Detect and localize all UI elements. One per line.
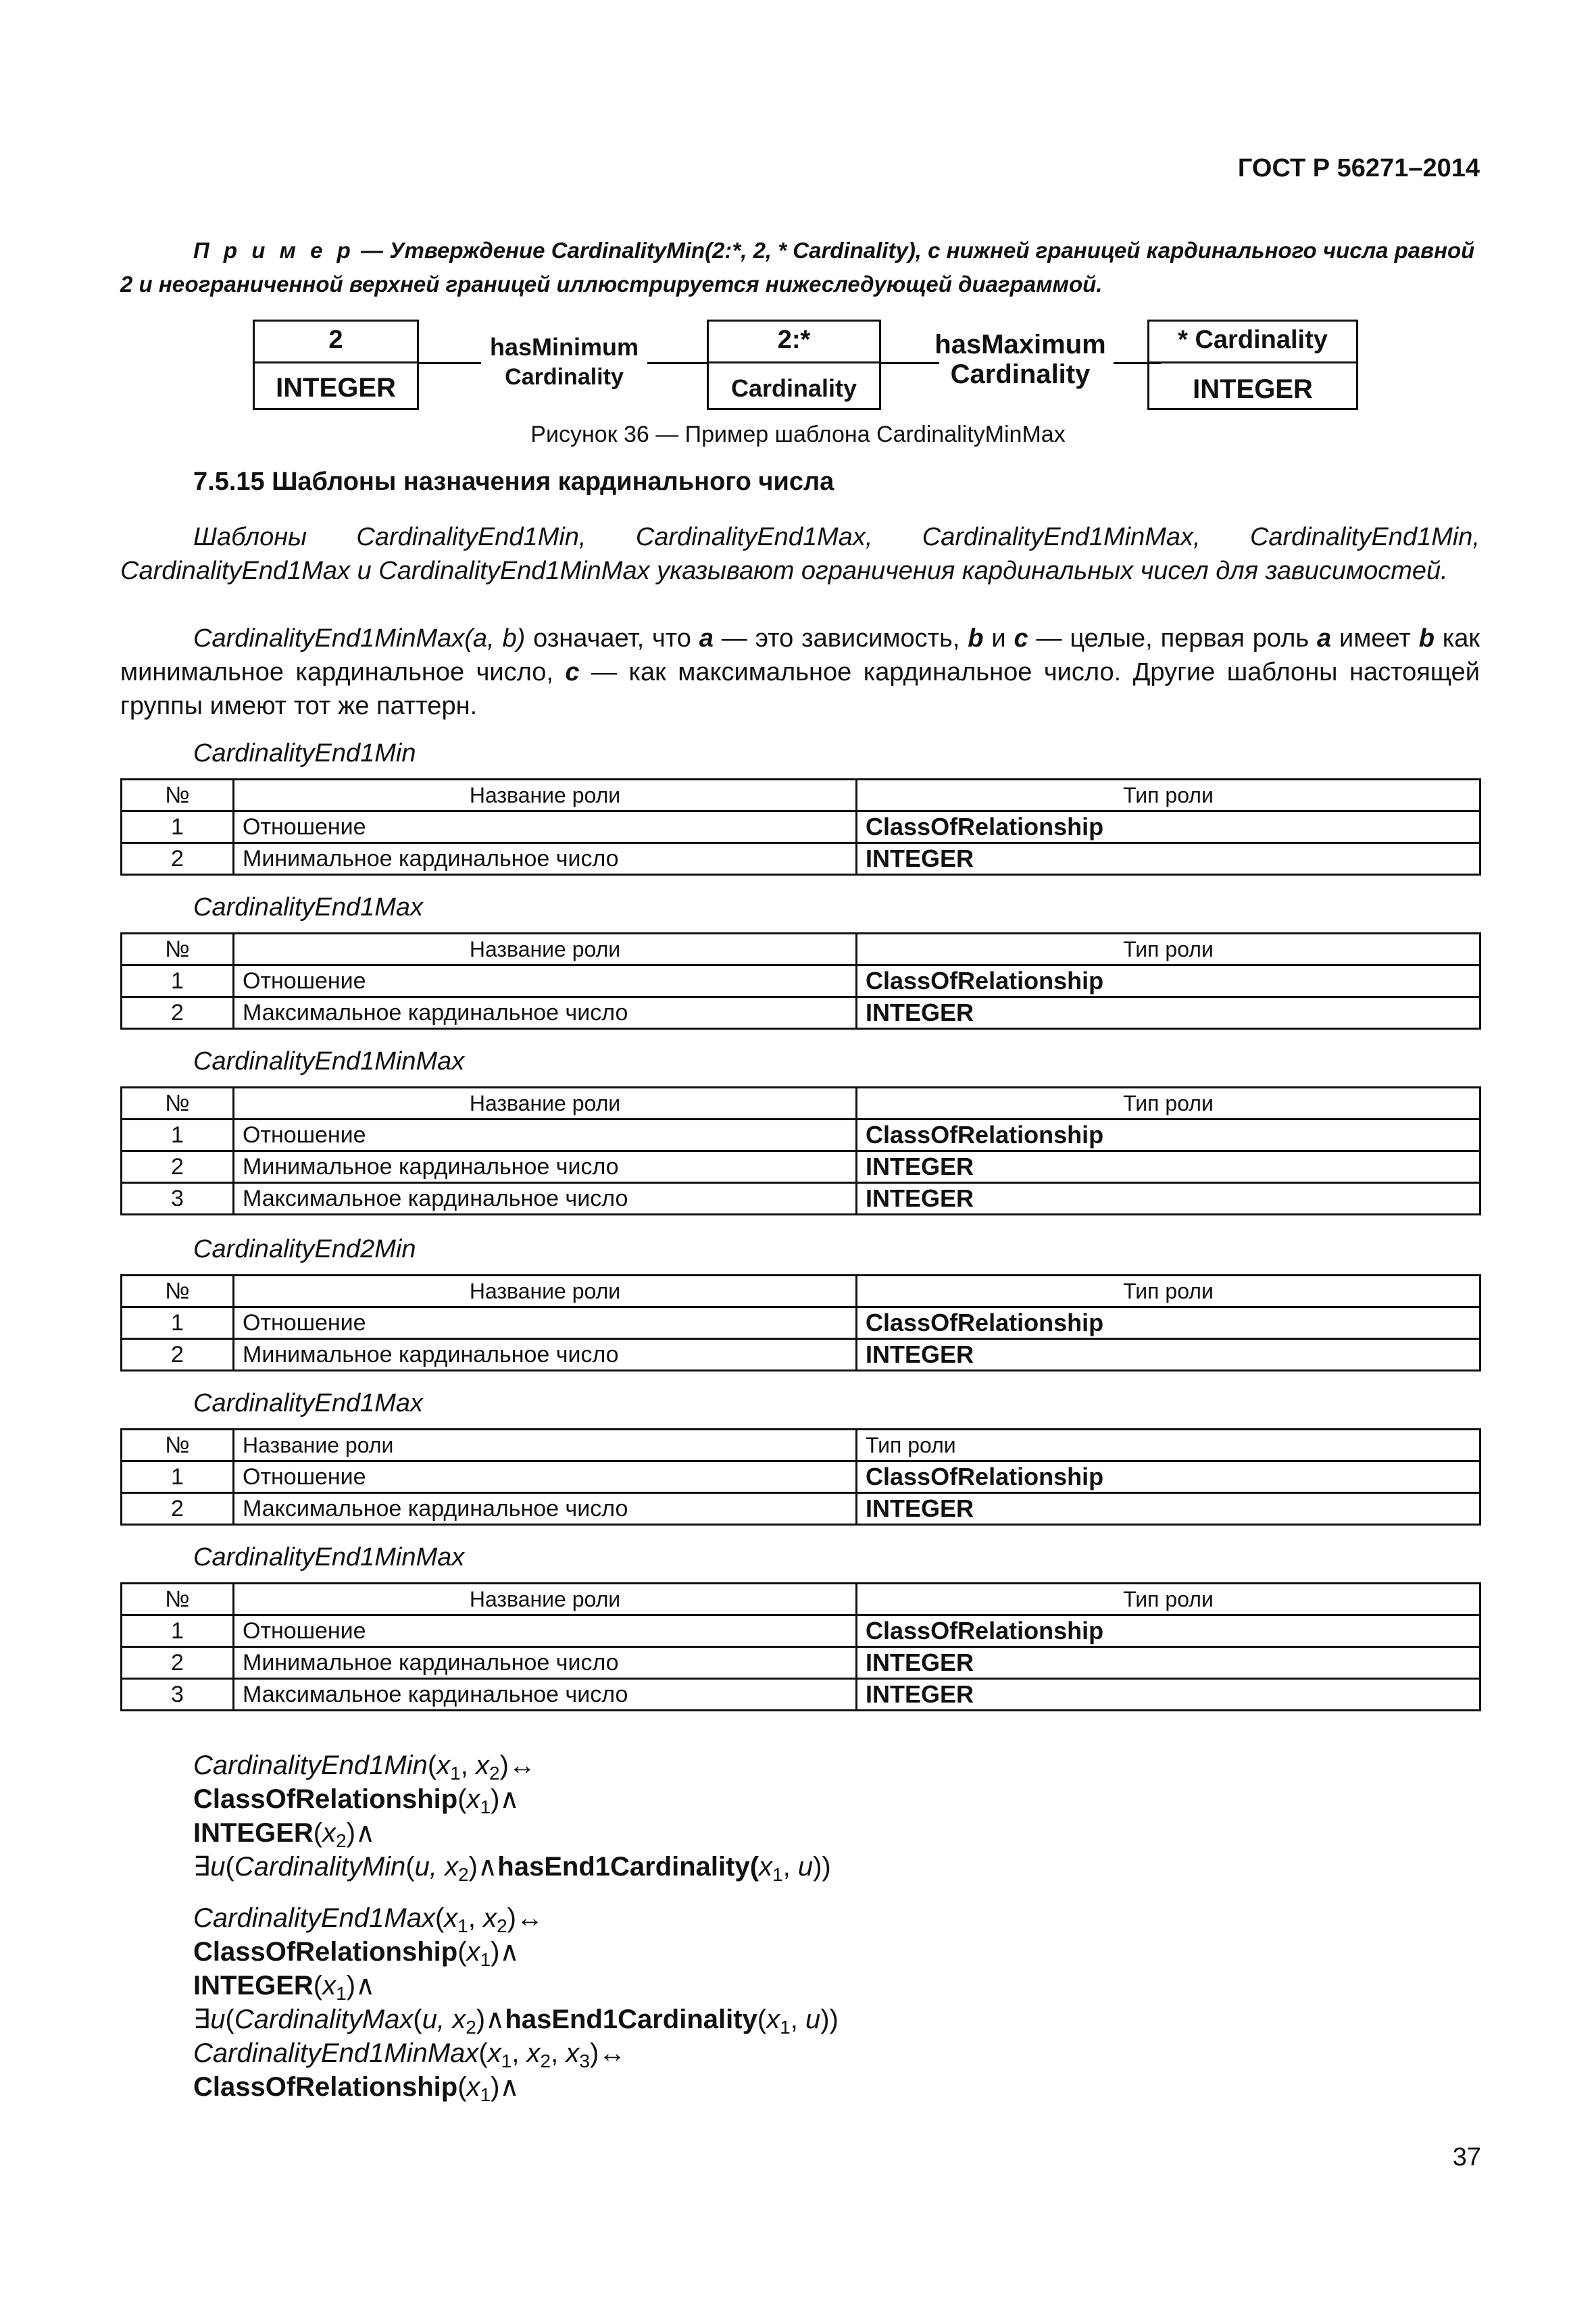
formula-line xyxy=(193,1816,831,1850)
formula-sym: ( xyxy=(478,2038,488,2068)
formula-class: INTEGER xyxy=(193,1971,314,2001)
formula-sym: )∧ xyxy=(468,1852,498,1882)
formula-sub: 3 xyxy=(579,2051,590,2071)
table-title: CardinalityEnd1Max xyxy=(193,1389,424,1417)
formula-class: ClassOfRelationship xyxy=(193,2072,458,2102)
formula-class: hasEnd1Cardinality( xyxy=(497,1852,759,1882)
formula-term: CardinalityMax xyxy=(234,2005,414,2034)
formula-line xyxy=(193,1850,831,1884)
cell-num: 1 xyxy=(122,1307,234,1339)
formula-line xyxy=(193,1935,839,1969)
table-row xyxy=(122,811,1480,843)
cell-type: ClassOfRelationship xyxy=(857,1615,1480,1647)
formula-line xyxy=(193,1749,831,1782)
cell-name: Отношение xyxy=(234,965,857,997)
formula-var: x xyxy=(766,2005,780,2034)
formula-var: x xyxy=(566,2038,580,2068)
diagram-box1-type: INTEGER xyxy=(276,373,396,403)
formula-sym: )) xyxy=(813,1852,831,1882)
cell-name: Отношение xyxy=(234,1615,857,1647)
table-header-type: Тип роли xyxy=(857,1584,1480,1615)
formula-sym: )∧ xyxy=(491,1937,520,1967)
example-lead: П р и м е р xyxy=(193,238,355,263)
formula-sym: )↔ xyxy=(507,1903,543,1933)
table-header-type: Тип роли xyxy=(857,934,1480,965)
para2-text: — как максимальное кардинальное число. Другие шаблоны настоящей группы имеют тот же паттерн. xyxy=(120,658,1480,720)
formula-sub: 1 xyxy=(480,2084,491,2105)
formula-var: u xyxy=(210,2005,226,2034)
table-row xyxy=(122,1615,1480,1647)
diagram-box-max-cardinality xyxy=(1147,320,1358,410)
table-header-name: Название роли xyxy=(234,1276,857,1307)
cell-num: 2 xyxy=(122,843,234,875)
table-header-type: Тип роли xyxy=(857,1276,1480,1307)
formula-sub: 2 xyxy=(336,1830,347,1851)
formula-line xyxy=(193,1969,839,2003)
formula-var: x xyxy=(322,1818,336,1848)
formula-sym: ( xyxy=(313,1818,323,1848)
formula-var: x xyxy=(483,1903,497,1933)
cell-name: Отношение xyxy=(234,1307,857,1339)
table-header-num: № xyxy=(122,1276,234,1307)
formula-sym: ( xyxy=(225,1852,234,1882)
roles-table xyxy=(120,778,1481,876)
formula-var: x xyxy=(759,1852,773,1882)
formula-line xyxy=(193,2003,839,2036)
formula-sub: 1 xyxy=(780,2017,791,2038)
formula-sub: 2 xyxy=(458,1864,469,1885)
formula-line xyxy=(193,1901,839,1935)
table-row xyxy=(122,1307,1480,1339)
cell-num: 2 xyxy=(122,997,234,1029)
formula-sym: , xyxy=(460,1751,476,1780)
cell-type: INTEGER xyxy=(857,1647,1480,1679)
formula-var: x xyxy=(444,1903,458,1933)
diagram-box2-value: 2:* xyxy=(777,326,811,354)
formula-var: x xyxy=(466,2072,480,2102)
roles-table xyxy=(120,1428,1481,1526)
table-header-num: № xyxy=(122,1584,234,1615)
para1-text: Шаблоны CardinalityEnd1Min, CardinalityEnd1Max, CardinalityEnd1MinMax, CardinalityEnd1Min, CardinalityEnd1Max и CardinalityEnd1MinMax указывают ограничения кардинальных чисел для зависимостей. xyxy=(120,523,1480,585)
section-heading: 7.5.15 Шаблоны назначения кардинального числа xyxy=(193,468,834,496)
table-header-type: Тип роли xyxy=(857,1088,1480,1120)
table-title: CardinalityEnd1Min xyxy=(193,739,416,768)
roles-table xyxy=(120,1582,1481,1711)
cell-num: 2 xyxy=(122,1151,234,1183)
para2-var: c xyxy=(565,658,580,686)
cell-num: 2 xyxy=(122,1647,234,1679)
table-row xyxy=(122,1493,1480,1525)
para2-var: a xyxy=(699,624,714,653)
formula-sym: )↔ xyxy=(499,1751,536,1780)
cell-name: Максимальное кардинальное число xyxy=(234,1493,857,1525)
diagram-rel1-label xyxy=(473,332,655,392)
formula-var: u xyxy=(797,1852,814,1882)
formula-class: INTEGER xyxy=(193,1818,314,1848)
table-header-num: № xyxy=(122,1430,234,1461)
formula-cardinality-end1-min xyxy=(193,1749,831,1884)
cell-type: ClassOfRelationship xyxy=(857,965,1480,997)
table-header-num: № xyxy=(122,1088,234,1120)
cell-name: Максимальное кардинальное число xyxy=(234,1679,857,1711)
cell-name: Минимальное кардинальное число xyxy=(234,843,857,875)
table-header-name: Название роли xyxy=(234,1088,857,1120)
formula-var: x xyxy=(475,1751,489,1780)
cell-num: 3 xyxy=(122,1679,234,1711)
diagram-rel2-line2: Cardinality xyxy=(950,359,1091,389)
para2-var: a xyxy=(1317,624,1332,653)
formula-var: x xyxy=(487,2038,501,2068)
cell-type: INTEGER xyxy=(857,843,1480,875)
table-row xyxy=(122,1120,1480,1151)
table-row xyxy=(122,997,1480,1029)
cell-type: INTEGER xyxy=(857,1151,1480,1183)
formula-line xyxy=(193,2036,839,2070)
cell-type: INTEGER xyxy=(857,1679,1480,1711)
cell-name: Максимальное кардинальное число xyxy=(234,1183,857,1215)
formula-sym: ( xyxy=(405,1852,415,1882)
cell-num: 1 xyxy=(122,1461,234,1493)
formula-sub: 1 xyxy=(772,1864,783,1885)
para2-text: — это зависимость, xyxy=(713,624,968,653)
formula-sym: ( xyxy=(434,1903,445,1933)
formula-line xyxy=(193,2070,839,2104)
formula-sym: ( xyxy=(313,1971,323,2001)
table-row xyxy=(122,1151,1480,1183)
para2-text: означает, что xyxy=(525,624,699,653)
cell-name: Отношение xyxy=(234,1461,857,1493)
formula-sym: )∧ xyxy=(491,1784,520,1814)
formula-sub: 2 xyxy=(540,2051,551,2071)
formula-sub: 1 xyxy=(480,1796,491,1817)
diagram-box2-divider xyxy=(709,361,879,363)
formula-var: u xyxy=(210,1852,226,1882)
diagram-box3-divider xyxy=(1149,361,1356,363)
formula-sub: 1 xyxy=(480,1949,491,1970)
formula-cardinality-end1-max xyxy=(193,1901,839,2104)
formula-sub: 2 xyxy=(497,1915,507,1936)
cell-type: ClassOfRelationship xyxy=(857,1461,1480,1493)
example-paragraph xyxy=(120,234,1480,301)
formula-term: CardinalityEnd1MinMax xyxy=(193,2038,479,2068)
page-number: 37 xyxy=(1452,2143,1481,2171)
diagram-box-cardinality xyxy=(707,320,881,410)
formula-var: u xyxy=(805,2005,821,2034)
formula-sub: 2 xyxy=(466,2017,476,2038)
formula-sub: 1 xyxy=(450,1763,461,1784)
document-standard-id: ГОСТ Р 56271–2014 xyxy=(1237,154,1480,182)
cell-type: INTEGER xyxy=(857,1183,1480,1215)
table-row xyxy=(122,1183,1480,1215)
formula-sym: )∧ xyxy=(346,1818,376,1848)
para2-var: c xyxy=(1014,624,1028,653)
para2-var: b xyxy=(968,624,984,653)
formula-var: x xyxy=(322,1971,336,2001)
para2-text: — целые, первая роль xyxy=(1028,624,1318,653)
formula-line xyxy=(193,1782,831,1816)
formula-sym: ( xyxy=(427,1751,437,1780)
cell-type: ClassOfRelationship xyxy=(857,1307,1480,1339)
formula-class: ClassOfRelationship xyxy=(193,1937,458,1967)
formula-sym: )∧ xyxy=(491,2072,520,2102)
cell-name: Минимальное кардинальное число xyxy=(234,1647,857,1679)
formula-term: CardinalityEnd1Min xyxy=(193,1751,428,1780)
formula-sym: , xyxy=(790,2005,805,2034)
formula-var: u, x xyxy=(414,1852,459,1882)
para2-text: как минимальное кардинальное число, xyxy=(120,624,1480,686)
formula-sym: , xyxy=(551,2038,566,2068)
cell-type: INTEGER xyxy=(857,1493,1480,1525)
cell-num: 3 xyxy=(122,1183,234,1215)
cell-num: 1 xyxy=(122,965,234,997)
section-paragraph-1 xyxy=(120,520,1480,588)
formula-var: x xyxy=(526,2038,541,2068)
table-title: CardinalityEnd1MinMax xyxy=(193,1543,465,1571)
cell-num: 1 xyxy=(122,811,234,843)
cell-type: ClassOfRelationship xyxy=(857,811,1480,843)
formula-var: x xyxy=(466,1784,480,1814)
para2-var: b xyxy=(1418,624,1435,653)
para2-text: и xyxy=(983,624,1014,653)
section-paragraph-2 xyxy=(120,622,1480,723)
table-header-name: Название роли xyxy=(234,1584,857,1615)
formula-sym: , xyxy=(782,1852,798,1882)
diagram-connector xyxy=(419,362,481,364)
para2-text: имеет xyxy=(1331,624,1419,653)
formula-var: x xyxy=(437,1751,451,1780)
para2-pattern: CardinalityEnd1MinMax(a, b) xyxy=(193,624,526,653)
formula-sym: ∃ xyxy=(193,2005,211,2034)
cell-name: Отношение xyxy=(234,811,857,843)
roles-table xyxy=(120,1086,1481,1215)
formula-sub: 2 xyxy=(489,1763,500,1784)
diagram-rel2-line1: hasMaximum xyxy=(934,330,1106,359)
formula-class: ClassOfRelationship xyxy=(193,1784,458,1814)
cell-name: Минимальное кардинальное число xyxy=(234,1339,857,1371)
formula-var: u, x xyxy=(422,2005,466,2034)
table-header-name: Название роли xyxy=(234,780,857,811)
formula-sym: ( xyxy=(457,1937,467,1967)
cell-type: INTEGER xyxy=(857,997,1480,1029)
table-row xyxy=(122,1339,1480,1371)
cell-name: Отношение xyxy=(234,1120,857,1151)
table-title: CardinalityEnd1Max xyxy=(193,893,424,922)
cell-num: 1 xyxy=(122,1615,234,1647)
formula-sym: ( xyxy=(457,1784,467,1814)
diagram-box2-type: Cardinality xyxy=(730,374,857,402)
cell-num: 1 xyxy=(122,1120,234,1151)
formula-class: hasEnd1Cardinality xyxy=(505,2005,757,2034)
formula-sym: )) xyxy=(820,2005,839,2034)
table-row xyxy=(122,1679,1480,1711)
formula-sym: ∃ xyxy=(193,1852,211,1882)
diagram-rel1-line1: hasMinimum xyxy=(489,333,639,361)
formula-sub: 1 xyxy=(457,1915,468,1936)
table-header-name: Название роли xyxy=(234,1430,857,1461)
formula-sym: )↔ xyxy=(589,2038,626,2068)
formula-sym: )∧ xyxy=(476,2005,505,2034)
table-row xyxy=(122,1461,1480,1493)
cell-num: 2 xyxy=(122,1339,234,1371)
formula-sym: ( xyxy=(757,2005,767,2034)
cell-name: Максимальное кардинальное число xyxy=(234,997,857,1029)
roles-table xyxy=(120,932,1481,1030)
diagram-rel1-line2: Cardinality xyxy=(505,364,624,390)
formula-sym: , xyxy=(512,2038,527,2068)
diagram-box1-divider xyxy=(255,361,417,363)
table-title: CardinalityEnd1MinMax xyxy=(193,1047,465,1076)
table-row xyxy=(122,1647,1480,1679)
cell-type: INTEGER xyxy=(857,1339,1480,1371)
table-header-name: Название роли xyxy=(234,934,857,965)
table-title: CardinalityEnd2Min xyxy=(193,1235,416,1263)
table-row xyxy=(122,965,1480,997)
cell-type: ClassOfRelationship xyxy=(857,1120,1480,1151)
formula-term: CardinalityMin xyxy=(234,1852,406,1882)
diagram-connector xyxy=(647,362,708,364)
formula-sym: ( xyxy=(457,2072,467,2102)
diagram-rel2-label xyxy=(919,330,1122,389)
table-header-type: Тип роли xyxy=(857,1430,1480,1461)
diagram-box-integer-2 xyxy=(253,320,419,410)
diagram-box3-value: * Cardinality xyxy=(1178,326,1328,354)
figure-caption: Рисунок 36 — Пример шаблона CardinalityMinMax xyxy=(530,422,1066,447)
formula-sub: 1 xyxy=(501,2051,512,2071)
table-header-num: № xyxy=(122,934,234,965)
cell-name: Минимальное кардинальное число xyxy=(234,1151,857,1183)
roles-table xyxy=(120,1274,1481,1372)
table-header-type: Тип роли xyxy=(857,780,1480,811)
formula-sym: ( xyxy=(225,2005,234,2034)
formula-sym: )∧ xyxy=(346,1971,376,2001)
diagram-box1-value: 2 xyxy=(328,326,343,354)
formula-sub: 1 xyxy=(336,1983,347,2004)
table-row xyxy=(122,843,1480,875)
cell-num: 2 xyxy=(122,1493,234,1525)
formula-sym: , xyxy=(468,1903,484,1933)
diagram-box3-type: INTEGER xyxy=(1193,374,1313,404)
formula-term: CardinalityEnd1Max xyxy=(193,1903,435,1933)
formula-sym: ( xyxy=(413,2005,422,2034)
table-header-num: № xyxy=(122,780,234,811)
formula-var: x xyxy=(466,1937,480,1967)
example-text: — Утверждение CardinalityMin(2:*, 2, * Cardinality), с нижней границей кардинального числа равной 2 и неограниченной верхней границей иллюстрируется нижеследующей диаграммой. xyxy=(120,238,1475,297)
